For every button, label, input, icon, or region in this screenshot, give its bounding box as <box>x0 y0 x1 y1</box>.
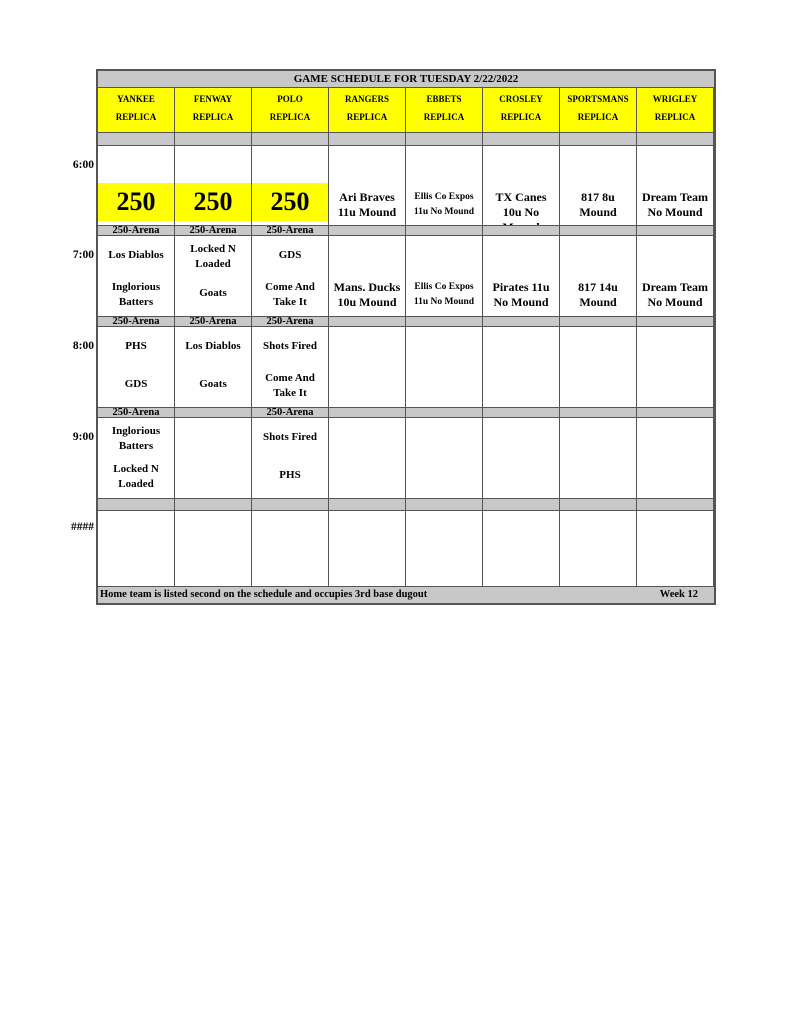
schedule-cell <box>483 146 560 225</box>
field-name: FENWAY <box>193 94 233 104</box>
band-cell <box>329 499 406 510</box>
matchup-home-team: Inglorious Batters <box>111 281 161 308</box>
band-cell <box>483 408 560 417</box>
schedule-title: GAME SCHEDULE FOR TUESDAY 2/22/2022 <box>98 71 714 88</box>
band-cell <box>252 499 329 510</box>
field-number-highlight: 250 <box>98 183 174 221</box>
schedule-cell <box>175 236 252 316</box>
schedule-cell <box>637 418 714 498</box>
schedule-cell <box>560 418 637 498</box>
arena-label: 250-Arena <box>175 226 252 235</box>
field-subtitle: REPLICA <box>115 112 157 122</box>
matchup-home-team: 817 14u Mound <box>578 280 618 309</box>
schedule-cell <box>637 236 714 316</box>
field-name: RANGERS <box>344 94 389 104</box>
arena-band <box>98 407 714 418</box>
band-cell <box>175 499 252 510</box>
arena-label: 250-Arena <box>252 317 329 326</box>
footer-bar <box>98 586 714 603</box>
time-slot-block <box>98 418 714 498</box>
arena-label: 250-Arena <box>252 408 329 417</box>
field-name: EBBETS <box>426 94 462 104</box>
arena-label: 250-Arena <box>98 226 175 235</box>
schedule-cell <box>329 327 406 407</box>
matchup-home-team: Ellis Co Expos 11u No Mound <box>413 192 475 217</box>
band-cell <box>329 133 406 145</box>
matchup-away-team: Los Diablos <box>108 249 164 261</box>
schedule-cell <box>406 146 483 225</box>
field-number-highlight: 250 <box>175 183 251 221</box>
matchup-home-team: Ari Braves 11u Mound <box>337 190 397 219</box>
field-header-yankee <box>98 88 175 132</box>
time-label: 6:00 <box>72 159 94 171</box>
arena-label: 250-Arena <box>175 317 252 326</box>
matchup-away-team: Shots Fired <box>263 340 317 352</box>
matchup-home-team: Locked N Loaded <box>113 463 159 490</box>
band-cell <box>98 499 175 510</box>
schedule-cell <box>560 146 637 225</box>
matchup-home-team: Come And Take It <box>265 372 315 399</box>
matchup-away-team: Locked N Loaded <box>190 243 236 270</box>
band-cell <box>175 133 252 145</box>
band-cell <box>406 499 483 510</box>
schedule-cell <box>329 418 406 498</box>
schedule-cell <box>406 418 483 498</box>
time-label: 8:00 <box>72 340 94 352</box>
field-header-row <box>98 88 714 132</box>
schedule-cell <box>406 327 483 407</box>
schedule-cell <box>637 327 714 407</box>
matchup-home-team: GDS <box>124 378 148 390</box>
field-header-crosley <box>483 88 560 132</box>
time-slot-block <box>98 236 714 316</box>
time-label: 9:00 <box>72 431 94 443</box>
schedule-cell <box>329 236 406 316</box>
field-number-highlight: 250 <box>252 183 328 221</box>
matchup-home-team: Come And Take It <box>265 281 315 308</box>
band-cell <box>637 226 714 235</box>
band-cell <box>483 317 560 326</box>
time-label: #### <box>71 521 94 533</box>
band-cell <box>329 317 406 326</box>
matchup-away-team: Shots Fired <box>263 431 317 443</box>
week-label: Week 12 <box>659 589 698 600</box>
field-subtitle: REPLICA <box>654 112 696 122</box>
band-cell <box>329 226 406 235</box>
field-header-wrigley <box>637 88 714 132</box>
field-subtitle: REPLICA <box>500 112 542 122</box>
matchup-away-team: Inglorious Batters <box>111 425 161 452</box>
band-cell <box>560 317 637 326</box>
band-cell <box>483 499 560 510</box>
field-name: WRIGLEY <box>652 94 698 104</box>
field-header-fenway <box>175 88 252 132</box>
band-cell <box>329 408 406 417</box>
schedule-cell <box>175 511 252 589</box>
matchup-home-team: Goats <box>199 378 227 390</box>
field-name: YANKEE <box>117 94 155 104</box>
schedule-cell <box>252 236 329 316</box>
schedule-cell <box>406 236 483 316</box>
field-header-ebbets <box>406 88 483 132</box>
band-cell <box>406 317 483 326</box>
schedule-cell <box>637 146 714 225</box>
field-header-sportsmans <box>560 88 637 132</box>
schedule-cell <box>98 146 175 225</box>
time-slot-block <box>98 511 714 589</box>
band-cell <box>560 499 637 510</box>
schedule-cell <box>637 511 714 589</box>
schedule-cell <box>252 146 329 225</box>
matchup-home-team: Mans. Ducks 10u Mound <box>333 280 401 309</box>
schedule-cell <box>483 418 560 498</box>
matchup-home-team: 817 8u Mound <box>579 190 617 219</box>
schedule-cell <box>560 511 637 589</box>
schedule-cell <box>329 511 406 589</box>
time-label: 7:00 <box>72 249 94 261</box>
schedule-cell <box>560 236 637 316</box>
field-name: CROSLEY <box>499 94 543 104</box>
schedule-cell <box>483 236 560 316</box>
band-cell <box>560 408 637 417</box>
band-cell <box>175 408 252 417</box>
schedule-cell <box>483 511 560 589</box>
header-spacer-band <box>98 132 714 146</box>
field-subtitle: REPLICA <box>346 112 388 122</box>
arena-label: 250-Arena <box>98 317 175 326</box>
band-cell <box>483 226 560 235</box>
schedule-cell <box>98 327 175 407</box>
matchup-home-team: Pirates 11u No Mound <box>492 280 550 309</box>
band-cell <box>252 133 329 145</box>
schedule-cell <box>175 327 252 407</box>
matchup-home-team: PHS <box>279 469 301 481</box>
schedule-cell <box>483 327 560 407</box>
matchup-away-team: GDS <box>278 249 302 261</box>
band-cell <box>406 226 483 235</box>
schedule-cell <box>98 511 175 589</box>
band-cell <box>483 133 560 145</box>
band-cell <box>637 317 714 326</box>
schedule-sheet <box>96 69 716 605</box>
band-cell <box>560 226 637 235</box>
field-name: POLO <box>277 94 303 104</box>
schedule-cell <box>175 418 252 498</box>
schedule-cell <box>252 418 329 498</box>
field-subtitle: REPLICA <box>423 112 465 122</box>
band-cell <box>637 499 714 510</box>
matchup-home-team: Dream Team No Mound <box>641 280 709 309</box>
schedule-cell <box>252 327 329 407</box>
matchup-home-team: Dream Team No Mound <box>641 190 709 219</box>
field-name: SPORTSMANS <box>567 94 629 104</box>
field-subtitle: REPLICA <box>192 112 234 122</box>
matchup-home-team: TX Canes 10u No <box>495 190 547 219</box>
field-subtitle: REPLICA <box>577 112 619 122</box>
schedule-cell <box>98 236 175 316</box>
band-cell <box>406 408 483 417</box>
band-cell <box>637 133 714 145</box>
schedule-cell <box>175 146 252 225</box>
schedule-cell <box>98 418 175 498</box>
schedule-cell <box>252 511 329 589</box>
matchup-home-team: Ellis Co Expos 11u No Mound <box>413 282 475 307</box>
arena-band <box>98 225 714 236</box>
field-subtitle: REPLICA <box>269 112 311 122</box>
schedule-cell <box>560 327 637 407</box>
matchup-away-team: Los Diablos <box>185 340 241 352</box>
schedule-cell <box>329 146 406 225</box>
matchup-home-team: Goats <box>199 287 227 299</box>
schedule-cell <box>406 511 483 589</box>
band-cell <box>560 133 637 145</box>
arena-label: 250-Arena <box>252 226 329 235</box>
band-cell <box>637 408 714 417</box>
footer-note: Home team is listed second on the schedule and occupies 3rd base dugout <box>100 589 428 600</box>
band-cell <box>98 133 175 145</box>
band-cell <box>406 133 483 145</box>
arena-band <box>98 498 714 511</box>
field-header-polo <box>252 88 329 132</box>
time-slot-block <box>98 327 714 407</box>
time-slot-block <box>98 146 714 225</box>
arena-label: 250-Arena <box>98 408 175 417</box>
arena-band <box>98 316 714 327</box>
matchup-away-team: PHS <box>125 340 147 352</box>
field-header-rangers <box>329 88 406 132</box>
